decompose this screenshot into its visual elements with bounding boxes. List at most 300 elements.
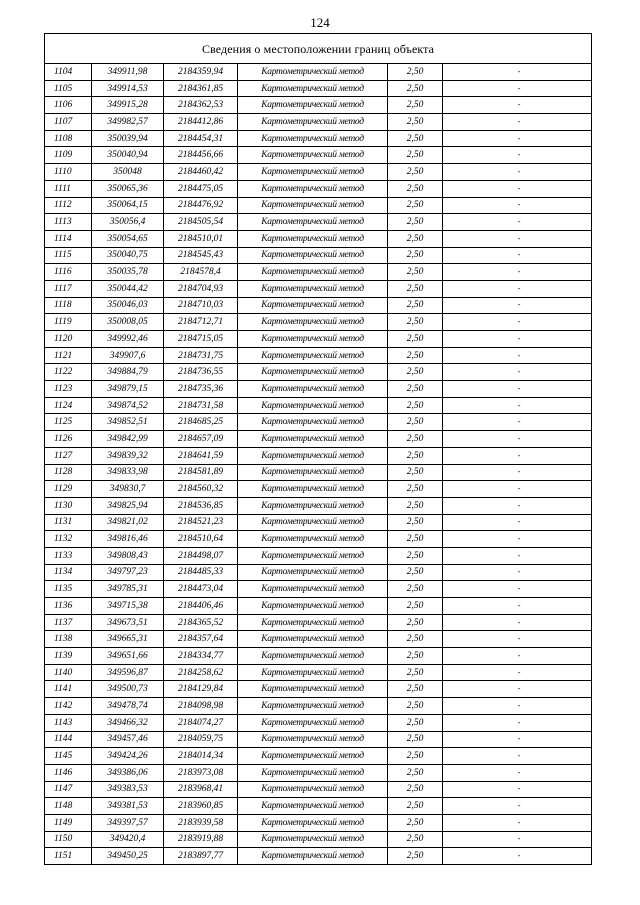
y-coordinate-cell: 2184578,4 [164, 264, 238, 281]
x-coordinate-cell: 349381,53 [92, 798, 164, 815]
y-coordinate-cell: 2184560,32 [164, 481, 238, 498]
accuracy-cell: 2,50 [388, 831, 443, 848]
point-number-cell: 1129 [45, 481, 92, 498]
accuracy-cell: 2,50 [388, 264, 443, 281]
method-cell: Картометрический метод [238, 197, 388, 214]
y-coordinate-cell: 2184014,34 [164, 748, 238, 765]
description-cell: - [443, 80, 592, 97]
method-cell: Картометрический метод [238, 781, 388, 798]
y-coordinate-cell: 2184545,43 [164, 247, 238, 264]
point-number-cell: 1118 [45, 297, 92, 314]
x-coordinate-cell: 349915,28 [92, 97, 164, 114]
table-row [45, 97, 592, 114]
y-coordinate-cell: 2184074,27 [164, 714, 238, 731]
method-cell: Картометрический метод [238, 798, 388, 815]
y-coordinate-cell: 2184460,42 [164, 164, 238, 181]
point-number-cell: 1109 [45, 147, 92, 164]
description-cell: - [443, 598, 592, 615]
y-coordinate-cell: 2184657,09 [164, 431, 238, 448]
method-cell: Картометрический метод [238, 481, 388, 498]
method-cell: Картометрический метод [238, 731, 388, 748]
x-coordinate-cell: 349397,57 [92, 814, 164, 831]
x-coordinate-cell: 349478,74 [92, 698, 164, 715]
y-coordinate-cell: 2184361,85 [164, 80, 238, 97]
description-cell: - [443, 798, 592, 815]
table-row [45, 681, 592, 698]
x-coordinate-cell: 349842,99 [92, 431, 164, 448]
description-cell: - [443, 264, 592, 281]
x-coordinate-cell: 350064,15 [92, 197, 164, 214]
description-cell: - [443, 764, 592, 781]
x-coordinate-cell: 349715,38 [92, 598, 164, 615]
accuracy-cell: 2,50 [388, 381, 443, 398]
table-row [45, 614, 592, 631]
description-cell: - [443, 381, 592, 398]
accuracy-cell: 2,50 [388, 731, 443, 748]
x-coordinate-cell: 349874,52 [92, 397, 164, 414]
method-cell: Картометрический метод [238, 64, 388, 81]
point-number-cell: 1105 [45, 80, 92, 97]
x-coordinate-cell: 350008,05 [92, 314, 164, 331]
accuracy-cell: 2,50 [388, 414, 443, 431]
x-coordinate-cell: 350040,94 [92, 147, 164, 164]
point-number-cell: 1148 [45, 798, 92, 815]
table-row [45, 748, 592, 765]
accuracy-cell: 2,50 [388, 764, 443, 781]
description-cell: - [443, 714, 592, 731]
accuracy-cell: 2,50 [388, 197, 443, 214]
accuracy-cell: 2,50 [388, 331, 443, 348]
accuracy-cell: 2,50 [388, 297, 443, 314]
description-cell: - [443, 781, 592, 798]
accuracy-cell: 2,50 [388, 614, 443, 631]
table-row [45, 531, 592, 548]
method-cell: Картометрический метод [238, 547, 388, 564]
method-cell: Картометрический метод [238, 114, 388, 131]
y-coordinate-cell: 2184334,77 [164, 648, 238, 665]
accuracy-cell: 2,50 [388, 164, 443, 181]
accuracy-cell: 2,50 [388, 80, 443, 97]
table-row [45, 80, 592, 97]
accuracy-cell: 2,50 [388, 848, 443, 865]
method-cell: Картометрический метод [238, 180, 388, 197]
method-cell: Картометрический метод [238, 681, 388, 698]
point-number-cell: 1151 [45, 848, 92, 865]
description-cell: - [443, 331, 592, 348]
description-cell: - [443, 564, 592, 581]
y-coordinate-cell: 2184704,93 [164, 280, 238, 297]
accuracy-cell: 2,50 [388, 781, 443, 798]
method-cell: Картометрический метод [238, 214, 388, 231]
x-coordinate-cell: 349785,31 [92, 581, 164, 598]
x-coordinate-cell: 349420,4 [92, 831, 164, 848]
method-cell: Картометрический метод [238, 347, 388, 364]
x-coordinate-cell: 349457,46 [92, 731, 164, 748]
point-number-cell: 1150 [45, 831, 92, 848]
accuracy-cell: 2,50 [388, 97, 443, 114]
y-coordinate-cell: 2184715,05 [164, 331, 238, 348]
point-number-cell: 1108 [45, 130, 92, 147]
description-cell: - [443, 180, 592, 197]
accuracy-cell: 2,50 [388, 648, 443, 665]
method-cell: Картометрический метод [238, 698, 388, 715]
boundary-coordinates-table [44, 33, 592, 865]
description-cell: - [443, 831, 592, 848]
method-cell: Картометрический метод [238, 764, 388, 781]
accuracy-cell: 2,50 [388, 314, 443, 331]
y-coordinate-cell: 2184485,33 [164, 564, 238, 581]
accuracy-cell: 2,50 [388, 130, 443, 147]
point-number-cell: 1139 [45, 648, 92, 665]
description-cell: - [443, 197, 592, 214]
method-cell: Картометрический метод [238, 748, 388, 765]
y-coordinate-cell: 2183968,41 [164, 781, 238, 798]
point-number-cell: 1144 [45, 731, 92, 748]
point-number-cell: 1132 [45, 531, 92, 548]
accuracy-cell: 2,50 [388, 547, 443, 564]
description-cell: - [443, 64, 592, 81]
table-row [45, 648, 592, 665]
table-row [45, 781, 592, 798]
description-cell: - [443, 731, 592, 748]
x-coordinate-cell: 349816,46 [92, 531, 164, 548]
x-coordinate-cell: 349500,73 [92, 681, 164, 698]
accuracy-cell: 2,50 [388, 397, 443, 414]
x-coordinate-cell: 349821,02 [92, 514, 164, 531]
description-cell: - [443, 848, 592, 865]
point-number-cell: 1120 [45, 331, 92, 348]
y-coordinate-cell: 2184498,07 [164, 547, 238, 564]
point-number-cell: 1133 [45, 547, 92, 564]
point-number-cell: 1115 [45, 247, 92, 264]
table-row [45, 848, 592, 865]
x-coordinate-cell: 349907,6 [92, 347, 164, 364]
description-cell: - [443, 431, 592, 448]
point-number-cell: 1122 [45, 364, 92, 381]
method-cell: Картометрический метод [238, 280, 388, 297]
table-row [45, 280, 592, 297]
table-row [45, 464, 592, 481]
table-row [45, 130, 592, 147]
point-number-cell: 1106 [45, 97, 92, 114]
table-row [45, 814, 592, 831]
accuracy-cell: 2,50 [388, 364, 443, 381]
table-row [45, 581, 592, 598]
description-cell: - [443, 247, 592, 264]
x-coordinate-cell: 350044,42 [92, 280, 164, 297]
y-coordinate-cell: 2184731,58 [164, 397, 238, 414]
y-coordinate-cell: 2184641,59 [164, 447, 238, 464]
method-cell: Картометрический метод [238, 464, 388, 481]
y-coordinate-cell: 2184059,75 [164, 731, 238, 748]
y-coordinate-cell: 2184365,52 [164, 614, 238, 631]
point-number-cell: 1147 [45, 781, 92, 798]
method-cell: Картометрический метод [238, 130, 388, 147]
description-cell: - [443, 147, 592, 164]
table-row [45, 297, 592, 314]
table-row [45, 347, 592, 364]
description-cell: - [443, 497, 592, 514]
description-cell: - [443, 97, 592, 114]
description-cell: - [443, 464, 592, 481]
method-cell: Картометрический метод [238, 514, 388, 531]
accuracy-cell: 2,50 [388, 714, 443, 731]
accuracy-cell: 2,50 [388, 64, 443, 81]
y-coordinate-cell: 2184536,85 [164, 497, 238, 514]
y-coordinate-cell: 2184710,03 [164, 297, 238, 314]
table-row [45, 631, 592, 648]
point-number-cell: 1125 [45, 414, 92, 431]
y-coordinate-cell: 2184357,64 [164, 631, 238, 648]
accuracy-cell: 2,50 [388, 664, 443, 681]
table-row [45, 664, 592, 681]
point-number-cell: 1113 [45, 214, 92, 231]
method-cell: Картометрический метод [238, 831, 388, 848]
y-coordinate-cell: 2184475,05 [164, 180, 238, 197]
x-coordinate-cell: 349424,26 [92, 748, 164, 765]
table-row [45, 164, 592, 181]
description-cell: - [443, 447, 592, 464]
x-coordinate-cell: 349466,32 [92, 714, 164, 731]
description-cell: - [443, 164, 592, 181]
accuracy-cell: 2,50 [388, 698, 443, 715]
table-row [45, 731, 592, 748]
x-coordinate-cell: 349992,46 [92, 331, 164, 348]
x-coordinate-cell: 350046,03 [92, 297, 164, 314]
method-cell: Картометрический метод [238, 564, 388, 581]
table-row [45, 431, 592, 448]
point-number-cell: 1142 [45, 698, 92, 715]
table-row [45, 447, 592, 464]
method-cell: Картометрический метод [238, 397, 388, 414]
table-row [45, 247, 592, 264]
x-coordinate-cell: 349879,15 [92, 381, 164, 398]
point-number-cell: 1130 [45, 497, 92, 514]
point-number-cell: 1121 [45, 347, 92, 364]
point-number-cell: 1145 [45, 748, 92, 765]
x-coordinate-cell: 349808,43 [92, 547, 164, 564]
table-row [45, 564, 592, 581]
description-cell: - [443, 631, 592, 648]
point-number-cell: 1119 [45, 314, 92, 331]
accuracy-cell: 2,50 [388, 230, 443, 247]
x-coordinate-cell: 349982,57 [92, 114, 164, 131]
accuracy-cell: 2,50 [388, 581, 443, 598]
x-coordinate-cell: 349833,98 [92, 464, 164, 481]
point-number-cell: 1140 [45, 664, 92, 681]
table-row [45, 381, 592, 398]
method-cell: Картометрический метод [238, 531, 388, 548]
accuracy-cell: 2,50 [388, 631, 443, 648]
accuracy-cell: 2,50 [388, 531, 443, 548]
method-cell: Картометрический метод [238, 614, 388, 631]
accuracy-cell: 2,50 [388, 347, 443, 364]
page-number: 124 [310, 15, 330, 30]
x-coordinate-cell: 349911,98 [92, 64, 164, 81]
method-cell: Картометрический метод [238, 247, 388, 264]
y-coordinate-cell: 2184454,31 [164, 130, 238, 147]
accuracy-cell: 2,50 [388, 497, 443, 514]
method-cell: Картометрический метод [238, 648, 388, 665]
description-cell: - [443, 347, 592, 364]
x-coordinate-cell: 350054,65 [92, 230, 164, 247]
method-cell: Картометрический метод [238, 230, 388, 247]
accuracy-cell: 2,50 [388, 748, 443, 765]
description-cell: - [443, 314, 592, 331]
method-cell: Картометрический метод [238, 848, 388, 865]
x-coordinate-cell: 349673,51 [92, 614, 164, 631]
x-coordinate-cell: 350048 [92, 164, 164, 181]
table-body [45, 64, 592, 865]
table-title-row [45, 34, 592, 64]
table-row [45, 64, 592, 81]
description-cell: - [443, 547, 592, 564]
x-coordinate-cell: 349884,79 [92, 364, 164, 381]
accuracy-cell: 2,50 [388, 214, 443, 231]
y-coordinate-cell: 2184129,84 [164, 681, 238, 698]
method-cell: Картометрический метод [238, 164, 388, 181]
y-coordinate-cell: 2184258,62 [164, 664, 238, 681]
description-cell: - [443, 114, 592, 131]
description-cell: - [443, 681, 592, 698]
accuracy-cell: 2,50 [388, 514, 443, 531]
x-coordinate-cell: 350056,4 [92, 214, 164, 231]
description-cell: - [443, 230, 592, 247]
point-number-cell: 1141 [45, 681, 92, 698]
x-coordinate-cell: 349914,53 [92, 80, 164, 97]
x-coordinate-cell: 350065,36 [92, 180, 164, 197]
point-number-cell: 1127 [45, 447, 92, 464]
description-cell: - [443, 364, 592, 381]
y-coordinate-cell: 2184736,55 [164, 364, 238, 381]
accuracy-cell: 2,50 [388, 247, 443, 264]
x-coordinate-cell: 349830,7 [92, 481, 164, 498]
method-cell: Картометрический метод [238, 314, 388, 331]
description-cell: - [443, 481, 592, 498]
table-row [45, 364, 592, 381]
y-coordinate-cell: 2184473,04 [164, 581, 238, 598]
description-cell: - [443, 514, 592, 531]
method-cell: Картометрический метод [238, 381, 388, 398]
description-cell: - [443, 748, 592, 765]
x-coordinate-cell: 349651,66 [92, 648, 164, 665]
y-coordinate-cell: 2183919,88 [164, 831, 238, 848]
method-cell: Картометрический метод [238, 714, 388, 731]
x-coordinate-cell: 349825,94 [92, 497, 164, 514]
point-number-cell: 1112 [45, 197, 92, 214]
method-cell: Картометрический метод [238, 147, 388, 164]
description-cell: - [443, 397, 592, 414]
accuracy-cell: 2,50 [388, 147, 443, 164]
point-number-cell: 1128 [45, 464, 92, 481]
accuracy-cell: 2,50 [388, 180, 443, 197]
table-row [45, 414, 592, 431]
table-row [45, 331, 592, 348]
table-row [45, 197, 592, 214]
method-cell: Картометрический метод [238, 431, 388, 448]
x-coordinate-cell: 349665,31 [92, 631, 164, 648]
table-row [45, 497, 592, 514]
table-row [45, 831, 592, 848]
x-coordinate-cell: 349596,87 [92, 664, 164, 681]
description-cell: - [443, 280, 592, 297]
point-number-cell: 1114 [45, 230, 92, 247]
table-row [45, 714, 592, 731]
y-coordinate-cell: 2183939,58 [164, 814, 238, 831]
y-coordinate-cell: 2183973,08 [164, 764, 238, 781]
description-cell: - [443, 614, 592, 631]
y-coordinate-cell: 2184406,46 [164, 598, 238, 615]
method-cell: Картометрический метод [238, 97, 388, 114]
accuracy-cell: 2,50 [388, 481, 443, 498]
table-row [45, 264, 592, 281]
method-cell: Картометрический метод [238, 414, 388, 431]
description-cell: - [443, 648, 592, 665]
description-cell: - [443, 130, 592, 147]
table-row [45, 397, 592, 414]
description-cell: - [443, 581, 592, 598]
y-coordinate-cell: 2184510,64 [164, 531, 238, 548]
point-number-cell: 1104 [45, 64, 92, 81]
x-coordinate-cell: 349839,32 [92, 447, 164, 464]
accuracy-cell: 2,50 [388, 431, 443, 448]
x-coordinate-cell: 350040,75 [92, 247, 164, 264]
accuracy-cell: 2,50 [388, 598, 443, 615]
table-row [45, 314, 592, 331]
description-cell: - [443, 297, 592, 314]
y-coordinate-cell: 2183897,77 [164, 848, 238, 865]
accuracy-cell: 2,50 [388, 280, 443, 297]
x-coordinate-cell: 349852,51 [92, 414, 164, 431]
accuracy-cell: 2,50 [388, 814, 443, 831]
accuracy-cell: 2,50 [388, 114, 443, 131]
method-cell: Картометрический метод [238, 598, 388, 615]
table-row [45, 180, 592, 197]
method-cell: Картометрический метод [238, 264, 388, 281]
description-cell: - [443, 214, 592, 231]
table-row [45, 547, 592, 564]
table-row [45, 514, 592, 531]
table-row [45, 230, 592, 247]
table-row [45, 481, 592, 498]
x-coordinate-cell: 350035,78 [92, 264, 164, 281]
table-row [45, 798, 592, 815]
method-cell: Картометрический метод [238, 814, 388, 831]
point-number-cell: 1149 [45, 814, 92, 831]
method-cell: Картометрический метод [238, 447, 388, 464]
point-number-cell: 1131 [45, 514, 92, 531]
y-coordinate-cell: 2184456,66 [164, 147, 238, 164]
description-cell: - [443, 664, 592, 681]
point-number-cell: 1126 [45, 431, 92, 448]
y-coordinate-cell: 2184712,71 [164, 314, 238, 331]
method-cell: Картометрический метод [238, 331, 388, 348]
point-number-cell: 1137 [45, 614, 92, 631]
point-number-cell: 1138 [45, 631, 92, 648]
x-coordinate-cell: 349450,25 [92, 848, 164, 865]
table-row [45, 698, 592, 715]
point-number-cell: 1117 [45, 280, 92, 297]
y-coordinate-cell: 2184510,01 [164, 230, 238, 247]
accuracy-cell: 2,50 [388, 564, 443, 581]
method-cell: Картометрический метод [238, 497, 388, 514]
y-coordinate-cell: 2184731,75 [164, 347, 238, 364]
point-number-cell: 1143 [45, 714, 92, 731]
y-coordinate-cell: 2184098,98 [164, 698, 238, 715]
accuracy-cell: 2,50 [388, 464, 443, 481]
y-coordinate-cell: 2184581,89 [164, 464, 238, 481]
method-cell: Картометрический метод [238, 631, 388, 648]
